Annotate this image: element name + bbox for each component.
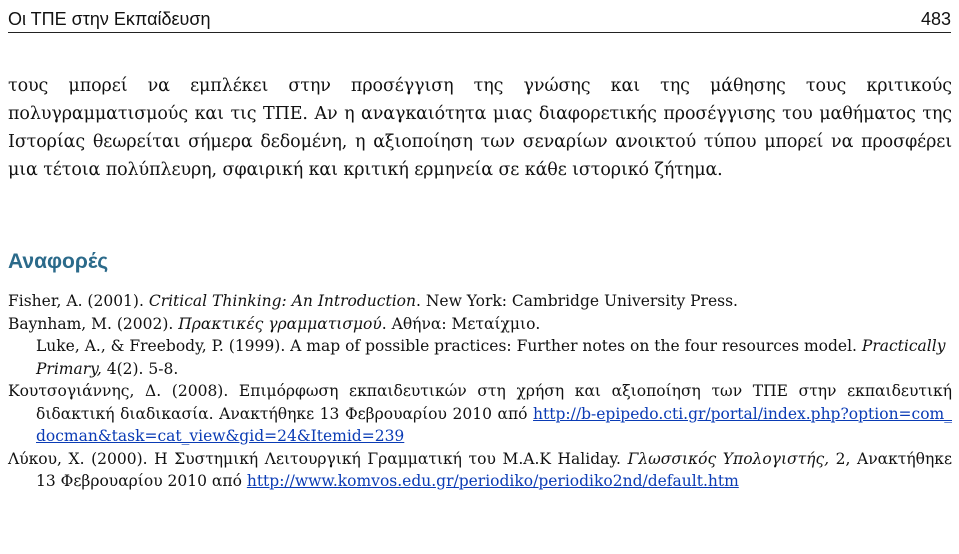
reference-link[interactable]: http://www.komvos.edu.gr/periodiko/periodiko2nd/default.htm	[246, 472, 739, 490]
reference-item: Luke, A., & Freebody, P. (1999). A map of possible practices: Further notes on the four resources model. Practically Primary, 4(2). 5-8.	[36, 337, 946, 378]
page-number: 483	[920, 9, 951, 29]
reference-item: Baynham, M. (2002). Πρακτικές γραμματισμού. Αθήνα: Μεταίχμιο.	[8, 314, 541, 333]
reference-item: Κουτσογιάννης, Δ. (2008). Επιμόρφωση εκπαιδευτικών στη χρήση και αξιοποίηση των ΤΠΕ στην εκπαιδευτική διδακτική διαδικασία. Ανακτήθηκε 13 Φεβρουαρίου 2010 από http://b-epipedo.cti.gr/portal/index.php?option=com_docman&task=cat_view&gid=24&Itemid=239	[8, 382, 952, 445]
running-header	[8, 4, 951, 33]
references-heading: Αναφορές	[8, 250, 109, 273]
reference-link[interactable]: http://b-epipedo.cti.gr/portal/index.php?option=com_docman&task=cat_view&gid=24&Itemid=239	[36, 404, 952, 445]
reference-item: Λύκου, Χ. (2000). Η Συστημική Λειτουργική Γραμματική του M.A.K Haliday. Γλωσσικός Υπολογιστής, 2, Ανακτήθηκε 13 Φεβρουαρίου 2010 από http://www.komvos.edu.gr/periodiko/periodiko2nd/default.htm	[8, 449, 952, 490]
reference-list	[8, 290, 952, 493]
reference-item: Fisher, A. (2001). Critical Thinking: An Introduction. New York: Cambridge University Press.	[8, 292, 738, 310]
body-paragraph: τους μπορεί να εμπλέκει στην προσέγγιση της γνώσης και της μάθησης τους κριτικούς πολυγραμματισμούς και τις ΤΠΕ. Αν η αναγκαιότητα μιας διαφορετικής προσέγγισης του μαθήματος της Ιστορίας θεωρείται σήμερα δεδομένη, η αξιοποίηση των σεναρίων ανοικτού τύπου μπορεί να προσφέρει μια τέτοια πολύπλευρη, σφαιρική και κριτική ερμηνεία σε κάθε ιστορικό ζήτημα.	[8, 76, 952, 180]
header-title: Οι ΤΠΕ στην Εκπαίδευση	[8, 9, 211, 29]
